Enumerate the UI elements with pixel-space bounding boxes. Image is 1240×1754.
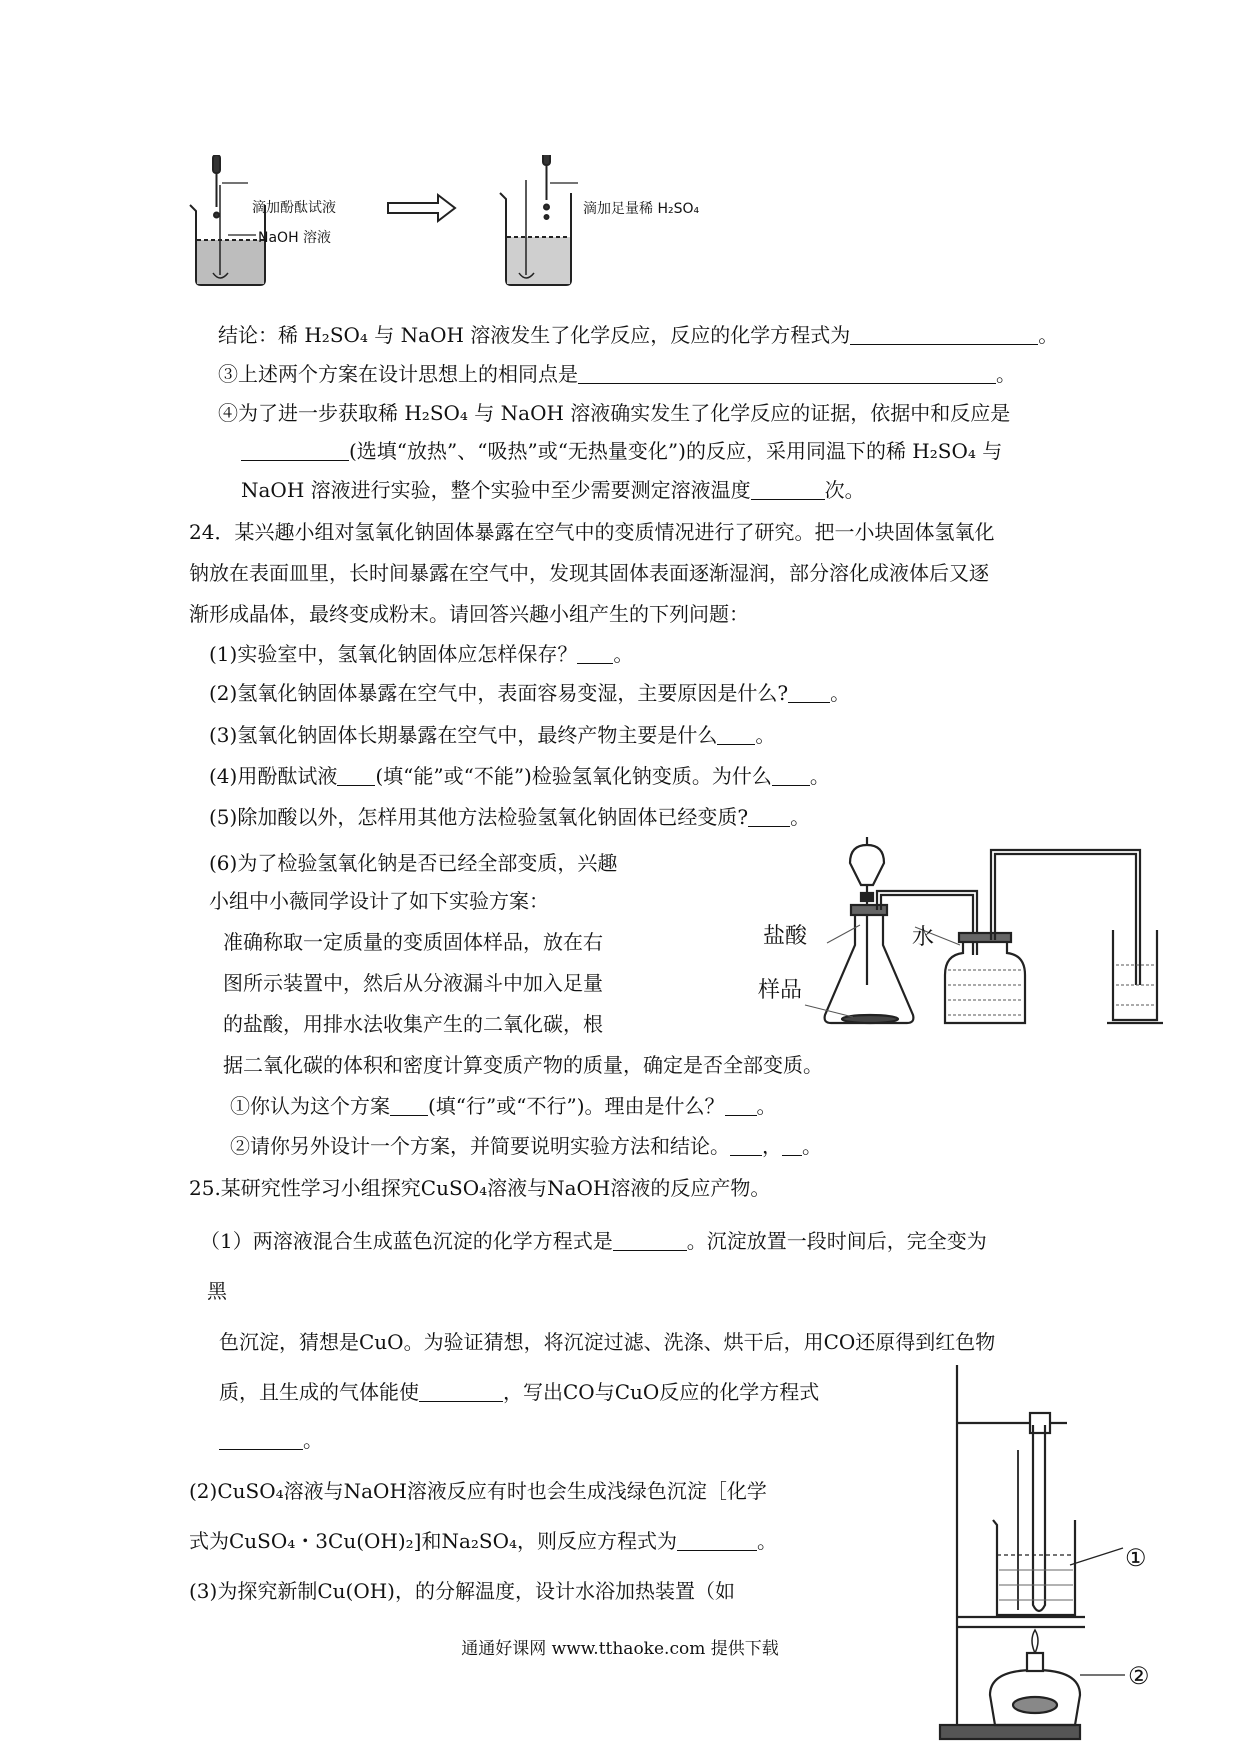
page-footer: 通通好课网 www.tthaoke.com 提供下载 [461,1639,779,1659]
q25-part1-line2: 黑 [207,1279,227,1303]
q25-part1-line4: 质，且生成的气体能使 ，写出CO与CuO反应的化学方程式 [219,1380,820,1404]
q24-intro-line3: 渐形成晶体，最终变成粉末。请回答兴趣小组产生的下列问题： [189,602,749,626]
q23-part4-line1: ④为了进一步获取稀 H₂SO₄ 与 NaOH 溶液确实发生了化学反应的证据，依据中和反应是 [218,401,1011,425]
label-hydrochloric-acid: 盐酸 [763,924,808,949]
marker-2: ② [1128,1662,1150,1690]
q23-conclusion: 结论：稀 H₂SO₄ 与 NaOH 溶液发生了化学反应，反应的化学方程式为 。 [218,323,1059,347]
q24-sub1: (1)实验室中，氢氧化钠固体应怎样保存？ 。 [209,642,634,666]
water-bottle [945,940,1025,1023]
q25-part1-line1: （1）两溶液混合生成蓝色沉淀的化学方程式是 。沉淀放置一段时间后，完全变为 [200,1229,987,1253]
answer-blank[interactable] [419,1381,503,1402]
answer-blank[interactable] [730,1135,762,1156]
iron-stand-base [940,1725,1080,1739]
water-bath-apparatus [935,1355,1140,1745]
conical-flask [825,910,914,1023]
label-naoh-solution: NaOH 溶液 [258,230,332,246]
answer-blank[interactable] [772,765,810,786]
process-arrow [388,195,455,221]
answer-blank[interactable] [788,682,830,703]
dropper-left [213,155,220,218]
label-add-phenolphthalein: 滴加酚酞试液 [252,200,336,216]
answer-blank[interactable] [725,1095,757,1116]
q25-part2-line2: 式为CuSO₄・3Cu(OH)₂]和Na₂SO₄，则反应方程式为 。 [189,1529,778,1553]
answer-blank[interactable] [577,643,613,664]
q25-part2-line1: (2)CuSO₄溶液与NaOH溶液反应有时也会生成浅绿色沉淀［化学 [189,1479,767,1503]
label-water: 水 [912,925,935,950]
answer-blank[interactable] [717,724,755,745]
separating-funnel [850,845,884,885]
label-sample: 样品 [758,978,803,1003]
answer-blank[interactable] [578,363,996,384]
answer-blank[interactable] [850,324,1038,345]
q24-sub6-line6: 据二氧化碳的体积和密度计算变质产物的质量，确定是否全部变质。 [223,1053,823,1077]
q24-sub6-q2: ②请你另外设计一个方案，并简要说明实验方法和结论。 ， 。 [230,1134,822,1158]
q25-part1-line3: 色沉淀，猜想是CuO。为验证猜想，将沉淀过滤、洗涤、烘干后，用CO还原得到红色物 [219,1330,996,1354]
beaker-right [500,180,571,285]
answer-blank[interactable] [677,1530,757,1551]
q23-part4-line2: (选填“放热”、“吸热”或“无热量变化”)的反应，采用同温下的稀 H₂SO₄ 与 [241,438,1002,464]
q24-sub6-line1: (6)为了检验氢氧化钠是否已经全部变质，兴趣 [209,851,618,875]
answer-blank[interactable] [390,1095,428,1116]
q24-sub3: (3)氢氧化钠固体长期暴露在空气中，最终产物主要是什么 。 [209,723,776,747]
answer-blank[interactable] [782,1135,802,1156]
test-tube [1033,1425,1045,1611]
answer-blank[interactable] [751,479,825,500]
q25-part3-line1: (3)为探究新制Cu(OH)，的分解温度，设计水浴加热装置（如 [189,1579,735,1603]
q24-sub5: (5)除加酸以外，怎样用其他方法检验氢氧化钠固体已经变质? 。 [209,805,811,829]
label-add-h2so4: 滴加足量稀 H₂SO₄ [583,201,700,217]
q24-sub6-q1: ①你认为这个方案 (填“行”或“不行”)。理由是什么？ 。 [230,1094,777,1118]
q25-title: 25.某研究性学习小组探究CuSO₄溶液与NaOH溶液的反应产物。 [189,1176,771,1200]
q24-sub6-line3: 准确称取一定质量的变质固体样品，放在右 [223,930,603,954]
answer-blank[interactable] [219,1429,303,1450]
q23-part3: ③上述两个方案在设计思想上的相同点是 。 [218,362,1016,386]
marker-1: ① [1125,1544,1147,1572]
q25-part1-line5: 。 [219,1427,323,1453]
q24-sub6-line2: 小组中小薇同学设计了如下实验方案： [209,889,549,913]
q24-sub4: (4)用酚酞试液 (填“能”或“不能”)检验氢氧化钠变质。为什么 。 [209,764,830,788]
answer-blank[interactable] [748,806,790,827]
answer-blank[interactable] [337,765,375,786]
q24-intro-line2: 钠放在表面皿里，长时间暴露在空气中，发现其固体表面逐渐湿润，部分溶化成液体后又逐 [189,561,989,585]
answer-blank[interactable] [613,1230,687,1251]
q24-intro-line1: 24．某兴趣小组对氢氧化钠固体暴露在空气中的变质情况进行了研究。把一小块固体氢氧化 [189,520,995,544]
q24-sub6-line5: 的盐酸，用排水法收集产生的二氧化碳，根 [223,1012,603,1036]
q24-sub2: (2)氢氧化钠固体暴露在空气中，表面容易变湿，主要原因是什么? 。 [209,681,851,705]
neutralization-figure [180,155,800,290]
answer-blank[interactable] [241,440,349,461]
co2-collection-apparatus [745,835,1165,1030]
q23-part4-line3: NaOH 溶液进行实验，整个实验中至少需要测定溶液温度 次。 [241,478,865,502]
dropper-right [543,155,550,219]
q24-sub6-line4: 图所示装置中，然后从分液漏斗中加入足量 [223,971,603,995]
